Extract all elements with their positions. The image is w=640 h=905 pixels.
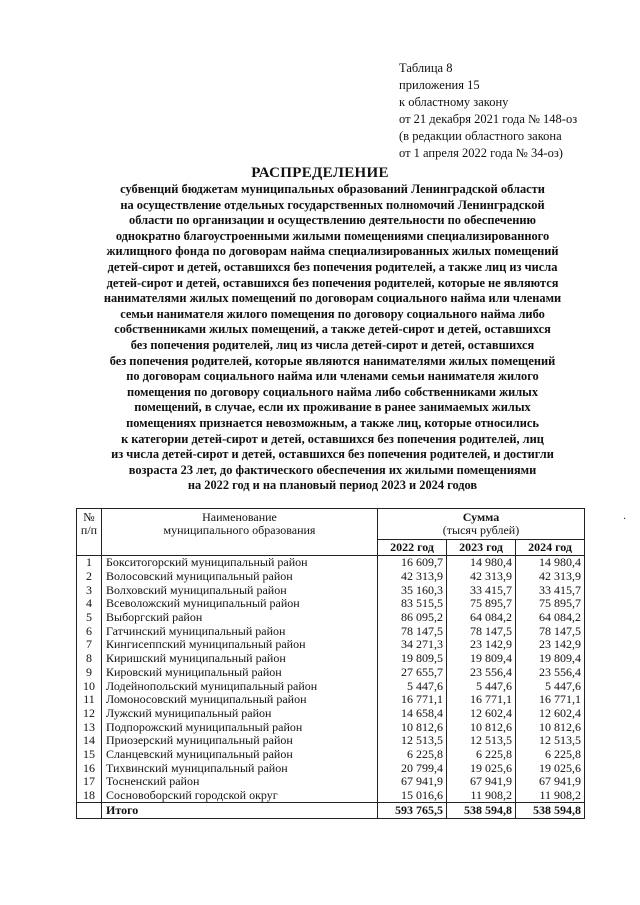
table-row xyxy=(77,693,585,707)
year-header: 2023 год xyxy=(447,540,516,556)
row-number: 8 xyxy=(77,652,102,666)
subtitle-line: детей-сирот и детей, оставшихся без попечения родителей, которые не являются xyxy=(106,275,559,290)
value-2023: 12 513,5 xyxy=(447,734,516,748)
municipality-name: Выборгский район xyxy=(102,611,378,625)
total-2024: 538 594,8 xyxy=(516,803,585,819)
subtitle-line: жилищного фонда по договорам найма специализированных жилых помещений xyxy=(106,244,559,259)
subtitle-line: помещениях признается невозможным, а также лиц, которые относились xyxy=(126,415,539,430)
table-body xyxy=(77,556,585,803)
row-number: 2 xyxy=(77,570,102,584)
table-row xyxy=(77,720,585,734)
value-2022: 78 147,5 xyxy=(378,624,447,638)
municipality-name: Гатчинский муниципальный район xyxy=(102,624,378,638)
table-row xyxy=(77,707,585,721)
row-number: 13 xyxy=(77,720,102,734)
value-2023: 14 980,4 xyxy=(447,556,516,570)
value-2023: 42 313,9 xyxy=(447,570,516,584)
subtitle-line: области по организации и осуществлению деятельности по обеспечению xyxy=(129,213,536,228)
reference-line: к областному закону xyxy=(399,95,509,109)
subtitle-line: из числа детей-сирот и детей, оставшихся без попечения родителей, и достигли xyxy=(111,447,554,462)
sum-unit: (тысяч рублей) xyxy=(442,523,520,537)
row-number: 3 xyxy=(77,583,102,597)
value-2023: 33 415,7 xyxy=(447,583,516,597)
value-2023: 64 084,2 xyxy=(447,611,516,625)
total-label: Итого xyxy=(102,803,378,819)
reference-block xyxy=(399,60,577,162)
value-2023: 19 025,6 xyxy=(447,761,516,775)
value-2024: 67 941,9 xyxy=(516,775,585,789)
table-row xyxy=(77,748,585,762)
reference-line: (в редакции областного закона xyxy=(399,129,562,143)
subtitle-line: без попечения родителей, лиц из числа детей-сирот и детей, оставшихся xyxy=(130,337,535,352)
row-number: 11 xyxy=(77,693,102,707)
table-row xyxy=(77,570,585,584)
table-row xyxy=(77,652,585,666)
value-2022: 16 609,7 xyxy=(378,556,447,570)
table-row xyxy=(77,611,585,625)
subtitle-line: возраста 23 лет, до фактического обеспечения их жилыми помещениями xyxy=(128,462,537,477)
municipality-name: Волховский муниципальный район xyxy=(102,583,378,597)
subtitle-line: на осуществление отдельных государственных полномочий Ленинградской xyxy=(120,197,545,212)
reference-line: от 21 декабря 2021 года № 148-оз xyxy=(399,112,578,126)
value-2024: 12 602,4 xyxy=(516,707,585,721)
table-row xyxy=(77,556,585,570)
reference-line: Таблица 8 xyxy=(399,61,453,75)
municipality-name: Кингисеппский муниципальный район xyxy=(102,638,378,652)
subtitle-line: однократно благоустроенными жилыми помещениями специализированного xyxy=(115,228,550,243)
value-2023: 75 895,7 xyxy=(447,597,516,611)
value-2024: 5 447,6 xyxy=(516,679,585,693)
municipality-name: Тосненский район xyxy=(102,775,378,789)
value-2024: 10 812,6 xyxy=(516,720,585,734)
subtitle-line: субвенций бюджетам муниципальных образований Ленинградской области xyxy=(120,182,545,196)
municipality-name: Подпорожский муниципальный район xyxy=(102,720,378,734)
value-2022: 27 655,7 xyxy=(378,666,447,680)
total-2023: 538 594,8 xyxy=(447,803,516,819)
municipality-name: Ломоносовский муниципальный район xyxy=(102,693,378,707)
municipality-name: Приозерский муниципальный район xyxy=(102,734,378,748)
value-2022: 15 016,6 xyxy=(378,789,447,803)
value-2022: 20 799,4 xyxy=(378,761,447,775)
value-2022: 34 271,3 xyxy=(378,638,447,652)
municipality-name: Всеволожский муниципальный район xyxy=(102,597,378,611)
row-number: 1 xyxy=(77,556,102,570)
municipality-name: Сланцевский муниципальный район xyxy=(102,748,378,762)
value-2023: 16 771,1 xyxy=(447,693,516,707)
value-2024: 11 908,2 xyxy=(516,789,585,803)
table-row xyxy=(77,597,585,611)
table-row xyxy=(77,761,585,775)
municipality-name: Лужский муниципальный район xyxy=(102,707,378,721)
year-header: 2022 год xyxy=(378,540,447,556)
value-2023: 23 556,4 xyxy=(447,666,516,680)
value-2023: 78 147,5 xyxy=(447,624,516,638)
table-row xyxy=(77,775,585,789)
sum-label: Сумма xyxy=(462,510,500,524)
table-row xyxy=(77,789,585,803)
subtitle-line: детей-сирот и детей, оставшихся без попечения родителей, а также лиц из числа xyxy=(107,259,558,274)
value-2022: 86 095,2 xyxy=(378,611,447,625)
value-2023: 10 812,6 xyxy=(447,720,516,734)
value-2023: 19 809,4 xyxy=(447,652,516,666)
row-number: 17 xyxy=(77,775,102,789)
value-2022: 35 160,3 xyxy=(378,583,447,597)
table-row xyxy=(77,583,585,597)
row-number: 18 xyxy=(77,789,102,803)
value-2024: 23 142,9 xyxy=(516,638,585,652)
row-number: 5 xyxy=(77,611,102,625)
row-number: 16 xyxy=(77,761,102,775)
value-2024: 19 809,4 xyxy=(516,652,585,666)
value-2024: 78 147,5 xyxy=(516,624,585,638)
document-title: РАСПРЕДЕЛЕНИЕ xyxy=(251,165,389,181)
table-row xyxy=(77,666,585,680)
reference-line: приложения 15 xyxy=(399,78,480,92)
value-2024: 23 556,4 xyxy=(516,666,585,680)
subtitle-line: помещений, в случае, если их проживание в ранее занимаемых жилых xyxy=(134,400,531,415)
value-2022: 19 809,5 xyxy=(378,652,447,666)
value-2022: 42 313,9 xyxy=(378,570,447,584)
col-header-name: Наименование муниципального образования xyxy=(102,509,378,556)
col-header-sum xyxy=(378,509,585,540)
reference-line: от 1 апреля 2022 года № 34-оз) xyxy=(399,146,563,160)
municipality-name: Лодейнопольский муниципальный район xyxy=(102,679,378,693)
value-2022: 67 941,9 xyxy=(378,775,447,789)
year-header: 2024 год xyxy=(516,540,585,556)
subtitle-line: семьи нанимателя жилого помещения по договору социального найма либо xyxy=(120,306,545,321)
row-number: 4 xyxy=(77,597,102,611)
row-number: 7 xyxy=(77,638,102,652)
value-2023: 23 142,9 xyxy=(447,638,516,652)
municipality-name: Сосновоборский городской округ xyxy=(102,789,378,803)
subtitle-line: собственниками жилых помещений, а также детей-сирот и детей, оставшихся xyxy=(114,322,551,337)
value-2022: 10 812,6 xyxy=(378,720,447,734)
municipality-name: Волосовский муниципальный район xyxy=(102,570,378,584)
value-2024: 75 895,7 xyxy=(516,597,585,611)
subtitle-line: к категории детей-сирот и детей, оставшихся без попечения родителей, лиц xyxy=(121,431,544,446)
table-row xyxy=(77,624,585,638)
table-row xyxy=(77,638,585,652)
municipality-name: Кировский муниципальный район xyxy=(102,666,378,680)
subtitle-line: по договорам социального найма или членами семьи нанимателя жилого xyxy=(126,369,539,384)
value-2023: 67 941,9 xyxy=(447,775,516,789)
value-2024: 33 415,7 xyxy=(516,583,585,597)
value-2024: 6 225,8 xyxy=(516,748,585,762)
document-subtitle xyxy=(80,182,585,494)
row-number: 6 xyxy=(77,624,102,638)
value-2024: 64 084,2 xyxy=(516,611,585,625)
value-2024: 16 771,1 xyxy=(516,693,585,707)
row-number: 12 xyxy=(77,707,102,721)
value-2024: 19 025,6 xyxy=(516,761,585,775)
value-2023: 12 602,4 xyxy=(447,707,516,721)
value-2022: 14 658,4 xyxy=(378,707,447,721)
value-2022: 12 513,5 xyxy=(378,734,447,748)
value-2022: 16 771,1 xyxy=(378,693,447,707)
value-2023: 5 447,6 xyxy=(447,679,516,693)
row-number: 14 xyxy=(77,734,102,748)
value-2023: 6 225,8 xyxy=(447,748,516,762)
row-number: 15 xyxy=(77,748,102,762)
subtitle-line: помещения по договору социального найма либо собственниками жилых xyxy=(126,384,539,399)
municipality-name: Тихвинский муниципальный район xyxy=(102,761,378,775)
margin-mark: · xyxy=(623,514,627,525)
value-2024: 14 980,4 xyxy=(516,556,585,570)
municipality-name: Киришский муниципальный район xyxy=(102,652,378,666)
distribution-table xyxy=(76,508,585,819)
subtitle-line: на 2022 год и на плановый период 2023 и 2024 годов xyxy=(187,478,478,493)
value-2024: 12 513,5 xyxy=(516,734,585,748)
subtitle-line: без попечения родителей, которые являются нанимателями жилых помещений xyxy=(109,353,556,368)
value-2024: 42 313,9 xyxy=(516,570,585,584)
municipality-name: Бокситогорский муниципальный район xyxy=(102,556,378,570)
table-row xyxy=(77,679,585,693)
table-row xyxy=(77,734,585,748)
col-header-number: № п/п xyxy=(77,509,102,556)
total-row xyxy=(77,803,585,819)
value-2023: 11 908,2 xyxy=(447,789,516,803)
row-number: 9 xyxy=(77,666,102,680)
row-number: 10 xyxy=(77,679,102,693)
subtitle-line: нанимателями жилых помещений по договорам социального найма или членами xyxy=(103,291,562,306)
value-2022: 5 447,6 xyxy=(378,679,447,693)
value-2022: 6 225,8 xyxy=(378,748,447,762)
value-2022: 83 515,5 xyxy=(378,597,447,611)
total-2022: 593 765,5 xyxy=(378,803,447,819)
